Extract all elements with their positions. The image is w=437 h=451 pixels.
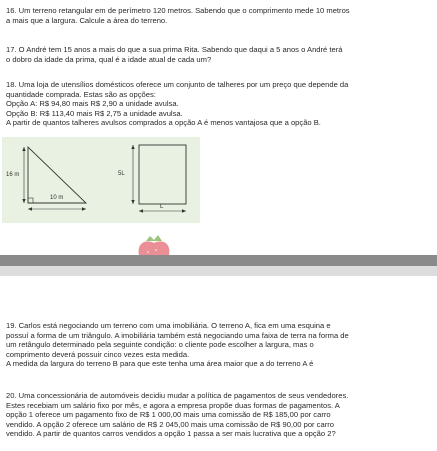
arrow-left-icon <box>139 209 143 212</box>
arrow-down-icon <box>131 200 134 204</box>
question-17 <box>6 45 430 64</box>
q20-line-4: vendido. A opção 2 oferece um salário de R$ 2 045,00 mais uma comissão de R$ 90,00 por carro <box>6 419 334 429</box>
q19-line-4: comprimento deverá possuir cinco vezes esta medida. <box>6 349 190 359</box>
page-break-band-dark <box>0 255 437 266</box>
right-angle-mark <box>28 198 33 203</box>
q18-option-a: Opção A: R$ 94,80 mais R$ 2,90 a unidade avulsa. <box>6 99 179 109</box>
rectangle-shape <box>139 145 186 204</box>
question-20 <box>6 391 430 439</box>
question-18 <box>6 80 430 128</box>
q19-line-5: A medida da largura do terreno B para que este tenha uma área maior que a do terreno A é <box>6 359 314 369</box>
page-break-band-light <box>0 266 437 276</box>
rectangle-width-label: L <box>160 204 164 210</box>
q20-line-2: Estes recebiam um salário fixo por mês, e agora a empresa propõe duas formas de pagamentos. A <box>6 400 340 410</box>
triangle-base-label: 10 m <box>50 195 64 201</box>
q16-line-1: 16. Um terreno retangular em de perímetro 120 metros. Sabendo que o comprimento mede 10 metros <box>6 6 350 15</box>
q19-line-1: 19. Carlos está negociando um terreno com uma imobiliária. O terreno A, fica em uma esquina e <box>6 321 331 330</box>
q18-line-3: A partir de quantos talheres avulsos comprados a opção A é menos vantajosa que a opção B. <box>6 118 321 128</box>
q16-line-2: a mais que a largura. Calcule a área do terreno. <box>6 15 168 25</box>
q18-line-1: 18. Uma loja de utensílios domésticos oferece um conjunto de talheres por um preço que depende da <box>6 80 349 89</box>
q18-line-2: quantidade comprada. Estas são as opções: <box>6 89 156 99</box>
triangle-height-label: 16 m <box>6 172 20 178</box>
terrain-figure <box>2 137 200 223</box>
arrow-up-icon <box>22 147 25 151</box>
q20-line-1: 20. Uma concessionária de automóveis decidiu mudar a política de pagamentos de seus vendedores. <box>6 391 349 400</box>
terrain-figure-svg <box>2 137 200 223</box>
arrow-down-icon <box>22 199 25 203</box>
q19-line-2: possuí a forma de um triângulo. A imobiliária também está negociando uma faixa de terra na forma de <box>6 330 349 340</box>
arrow-right-icon <box>182 209 186 212</box>
q17-line-1: 17. O André tem 15 anos a mais do que a sua prima Rita. Sabendo que daqui a 5 anos o André terá <box>6 45 343 54</box>
arrow-up-icon <box>131 145 134 149</box>
q20-line-5: vendido. A partir de quantos carros vendidos a opção 1 passa a ser mais lucrativa que a opção 2? <box>6 429 336 439</box>
q20-line-3: opção 1 oferece um pagamento fixo de R$ 1 000,00 mais uma comissão de R$ 185,00 por carro <box>6 410 331 420</box>
question-19 <box>6 321 430 369</box>
arrow-right-icon <box>82 207 86 210</box>
arrow-left-icon <box>28 207 32 210</box>
q17-line-2: o dobro da idade da prima, qual é a idade atual de cada um? <box>6 54 212 64</box>
q19-line-3: um retângulo determinado pela seguinte condição: o cliente pode escolher a largura, mas o <box>6 340 314 350</box>
rectangle-height-label: 5L <box>118 171 125 177</box>
q18-option-b: Opção B: R$ 113,40 mais R$ 2,75 a unidade avulsa. <box>6 108 183 118</box>
question-16 <box>6 6 430 25</box>
